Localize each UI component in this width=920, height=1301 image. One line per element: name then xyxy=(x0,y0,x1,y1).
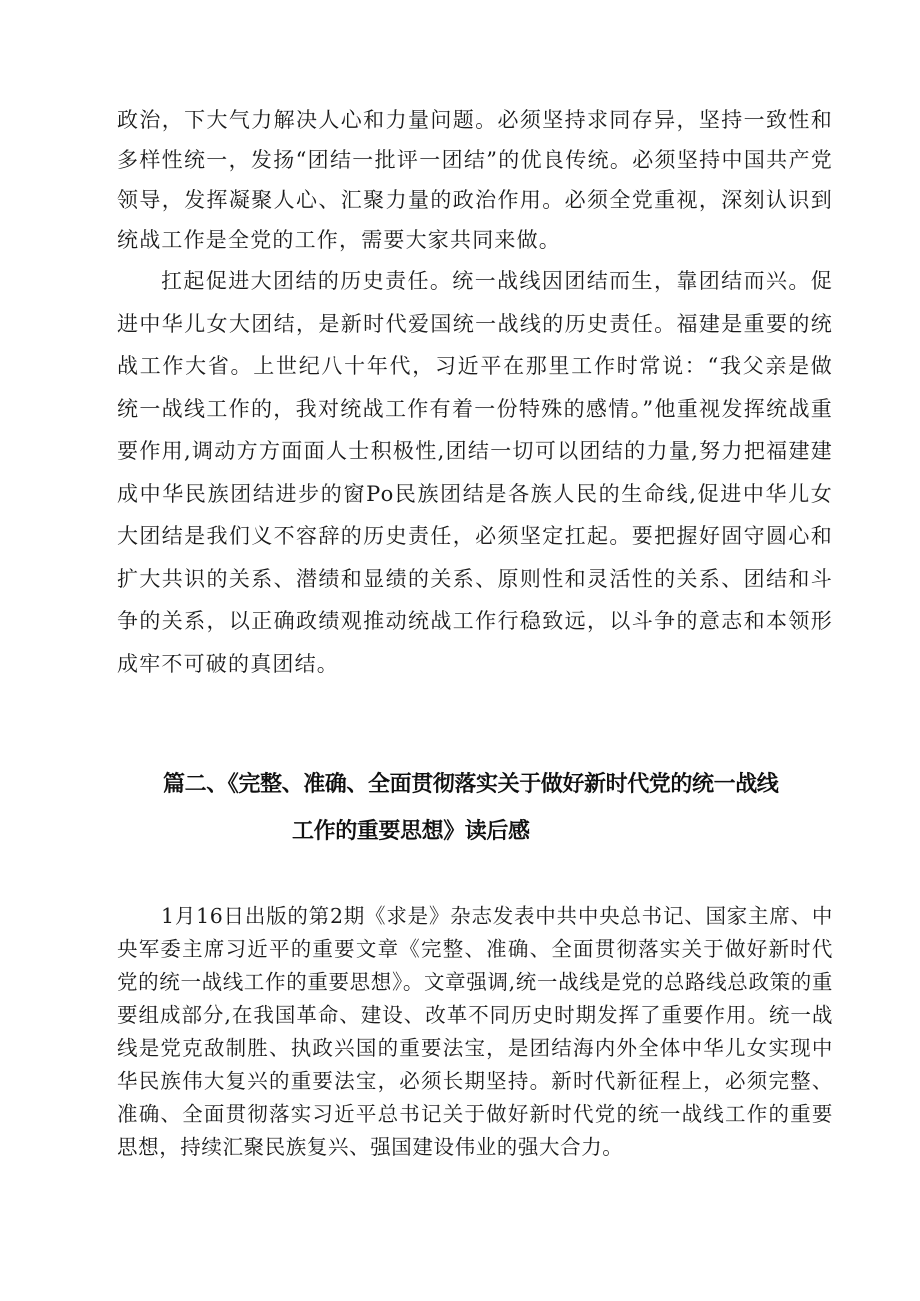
paragraph-2: 扛起促进大团结的历史责任。统一战线因团结而生，靠团结而兴。促进中华儿女大团结，是新时代爱国统一战线的历史责任。福建是重要的统战工作大省。上世纪八十年代，习近平在那里工作时常说：“我父亲是做统一战线工作的，我对统战工作有着一份特殊的感情。”他重视发挥统战重要作用,调动方方面面人士积极性,团结一切可以团结的力量,努力把福建建成中华民族团结进步的窗Po民族团结是各族人民的生命线,促进中华儿女大团结是我们义不容辞的历史责任，必须坚定扛起。要把握好固守圆心和扩大共识的关系、潜绩和显绩的关系、原则性和灵活性的关系、团结和斗争的关系，以正确政绩观推动统战工作行稳致远，以斗争的意志和本领形成牢不可破的真团结。 xyxy=(117,269,833,676)
paragraph-3: 1月16日出版的第2期《求是》杂志发表中共中央总书记、国家主席、中央军委主席习近平的重要文章《完整、准确、全面贯彻落实关于做好新时代党的统一战线工作的重要思想》。文章强调,统一战线是党的总路线总政策的重要组成部分,在我国革命、建设、改革不同历史时期发挥了重要作用。统一战线是党克敌制胜、执政兴国的重要法宝，是团结海内外全体中华儿女实现中华民族伟大复兴的重要法宝，必须长期坚持。新时代新征程上，必须完整、准确、全面贯彻落实习近平总书记关于做好新时代党的统一战线工作的重要思想，持续汇聚民族复兴、强国建设伟业的强大合力。 xyxy=(117,904,833,1159)
section-heading-line-2: 工作的重要思想》读后感 xyxy=(292,819,530,844)
paragraph-1: 政治，下大气力解决人心和力量问题。必须坚持求同存异，坚持一致性和多样性统一，发扬“团结一批评一团结”的优良传统。必须坚持中国共产党领导，发挥凝聚人心、汇聚力量的政治作用。必须全党重视，深刻认识到统战工作是全党的工作，需要大家共同来做。 xyxy=(117,108,833,252)
section-heading-line-1: 篇二、《完整、准确、全面贯彻落实关于做好新时代党的统一战线 xyxy=(163,772,779,797)
section-heading xyxy=(117,761,833,855)
